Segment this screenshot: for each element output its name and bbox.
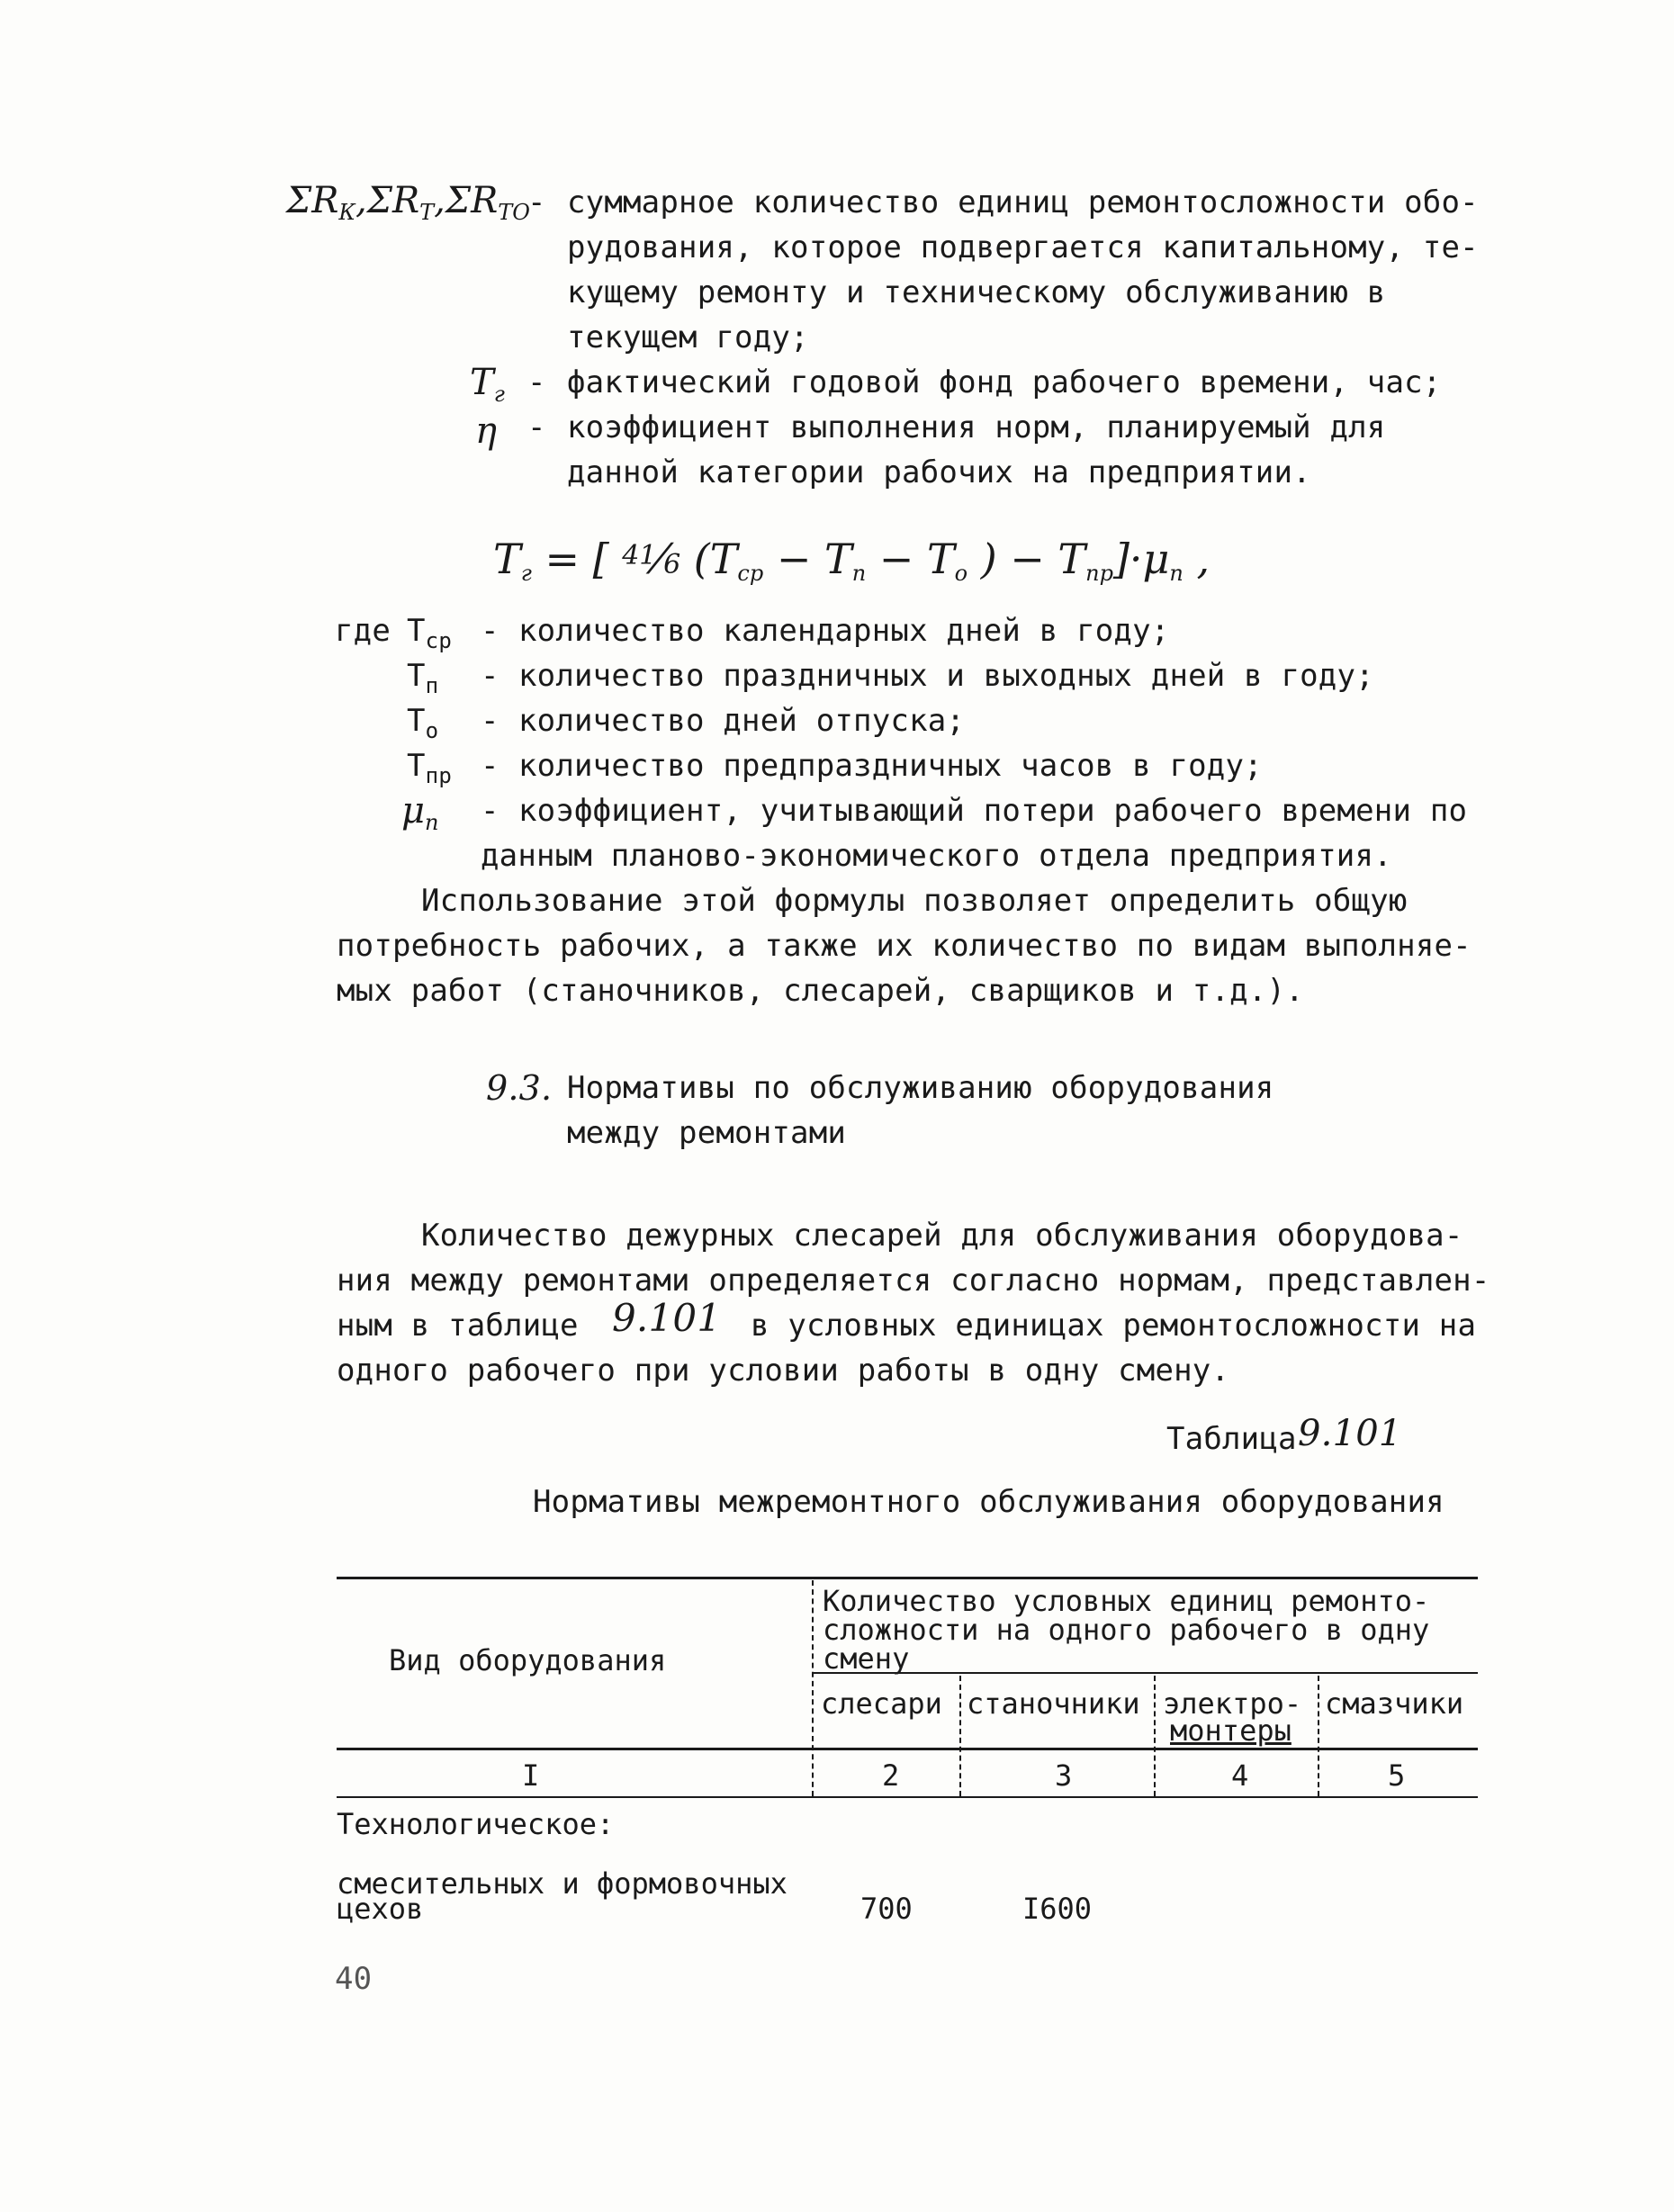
definition-text-line: количество праздничных и выходных дней в году; [518, 658, 1374, 694]
table-section-row: Технологическое: [337, 1807, 615, 1841]
table-column-number: 4 [1231, 1758, 1249, 1793]
definition-dash: - [481, 613, 500, 649]
paragraph-line: ния между ремонтами определяется согласно нормам, представлен- [337, 1263, 1490, 1299]
definition-text-line: коэффициент выполнения норм, планируемый для [567, 409, 1386, 445]
section-number: 9.3. [486, 1068, 553, 1108]
table-column-separator [959, 1676, 961, 1796]
table-label-number: 9.101 [1298, 1413, 1402, 1454]
table-subheader-electricians: электро- [1163, 1686, 1302, 1721]
definition-text-line: коэффициент, учитывающий потери рабочего времени по [518, 793, 1468, 829]
paragraph-line: Количество дежурных слесарей для обслуживания оборудова- [421, 1218, 1463, 1254]
definition-dash: - [481, 793, 500, 829]
table-subheader-locksmiths: слесари [821, 1686, 942, 1721]
definition-text-line: данной категории рабочих на предприятии. [567, 454, 1311, 490]
table-reference: 9.101 [612, 1296, 722, 1340]
table-column-number: 3 [1055, 1758, 1073, 1793]
definition-dash: - [481, 748, 500, 784]
table-top-rule [337, 1577, 1478, 1579]
definition-text-line: суммарное количество единиц ремонтосложности обо- [567, 184, 1479, 220]
table-column-separator [812, 1580, 814, 1796]
table-column-number: 2 [882, 1758, 900, 1793]
section-title-line: Нормативы по обслуживанию оборудования [567, 1070, 1274, 1106]
paragraph-line: в условных единицах ремонтосложности на [751, 1308, 1477, 1344]
symbol-mu-p: $\mu_п$ [401, 790, 439, 835]
table-cell-value: 700 [860, 1892, 913, 1926]
definition-text-line: фактический годовой фонд рабочего времени, час; [567, 364, 1442, 400]
symbol-sum-repair-complexity: $\Sigma R_К,\Sigma R_Т,\Sigma R_{ТО}$ [286, 180, 530, 225]
definition-text-line: количество предпраздничных часов в году; [518, 748, 1263, 784]
paragraph-line: мых работ (станочников, слесарей, сварщиков и т.д.). [337, 973, 1304, 1009]
symbol-t-cp: $Т_{ср}$ [407, 613, 452, 653]
table-row-name-line: смесительных и формовочных [337, 1866, 788, 1901]
definition-text-line: текущем году; [567, 319, 809, 355]
definition-dash: - [481, 703, 500, 739]
definition-dash: - [527, 364, 546, 400]
paragraph-line: ным в таблице [337, 1308, 579, 1344]
table-subheader-electricians: монтеры [1170, 1713, 1292, 1748]
table-group-header-line: смену [823, 1641, 910, 1676]
table-title: Нормативы межремонтного обслуживания оборудования [533, 1484, 1444, 1520]
table-subheader-lubricators: смазчики [1325, 1686, 1464, 1721]
symbol-t-p: $Т_п$ [407, 658, 439, 698]
table-column-separator [1318, 1676, 1319, 1796]
table-number-row-rule [337, 1796, 1478, 1798]
paragraph-line: одного рабочего при условии работы в одну смену. [337, 1353, 1230, 1389]
table-column-number: 5 [1388, 1758, 1406, 1793]
definition-dash: - [527, 409, 546, 445]
symbol-eta: η [475, 410, 497, 452]
definition-text-line: данным планово-экономического отдела предприятия. [481, 838, 1392, 874]
symbol-annual-time-fund: $Т_г$ [470, 362, 505, 407]
table-row-name-line: цехов [337, 1892, 424, 1926]
paragraph-line: потребность рабочих, а также их количество по видам выполняе- [337, 928, 1472, 964]
table-column-separator [1154, 1676, 1156, 1796]
definition-text-line: количество календарных дней в году; [518, 613, 1170, 649]
definition-dash: - [481, 658, 500, 694]
symbol-t-pr: $Т_{пр}$ [407, 748, 452, 788]
table-group-header-line: сложности на одного рабочего в одну [823, 1613, 1430, 1647]
definition-text-line: рудования, которое подвергается капитальному, те- [567, 229, 1479, 265]
table-column-number: I [522, 1758, 540, 1793]
definition-dash: - [527, 184, 546, 220]
page-number: 40 [335, 1961, 373, 1997]
definition-text-line: количество дней отпуска; [518, 703, 966, 739]
definition-text-line: кущему ремонту и техническому обслуживанию в [567, 274, 1386, 310]
table-header-bottom-rule [337, 1748, 1478, 1750]
table-subheader-machinists: станочники [967, 1686, 1140, 1721]
formula-annual-fund: $Т_г$ = [ 41⁄6 ($Т_{ср} - Т_п - Т_о$ ) − $Т_{пр}]\cdot\mu_п$ , [493, 535, 1210, 586]
section-title-line: между ремонтами [567, 1115, 847, 1151]
table-cell-value: I600 [1022, 1892, 1093, 1926]
symbol-t-o: $Т_о$ [407, 703, 439, 743]
paragraph-line: Использование этой формулы позволяет определить общую [421, 883, 1408, 919]
table-group-header-line: Количество условных единиц ремонто- [823, 1584, 1430, 1618]
table-label: Таблица [1166, 1421, 1297, 1457]
where-lead: где [335, 613, 392, 649]
table-header-equipment-type: Вид оборудования [389, 1643, 667, 1677]
table-subheader-rule [814, 1672, 1478, 1674]
